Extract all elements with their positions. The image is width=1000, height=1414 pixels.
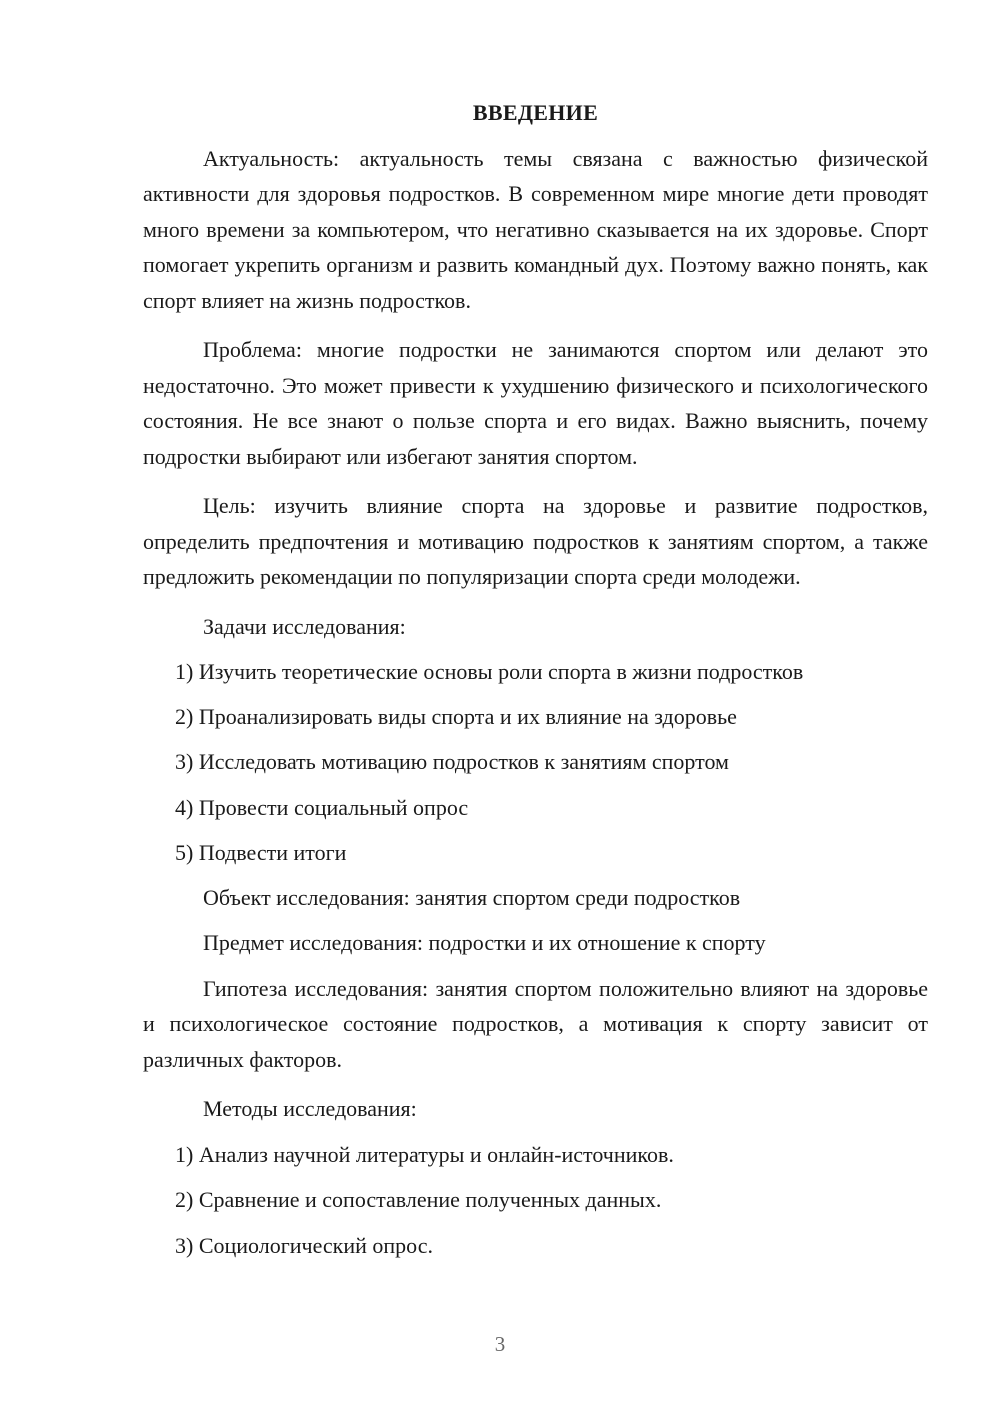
page-number: 3	[494, 1332, 506, 1356]
tasks-heading: Задачи исследования:	[203, 613, 406, 639]
list-item-method-2: 2) Сравнение и сопоставление полученных данных.	[175, 1187, 662, 1213]
list-item-task-4: 4) Провести социальный опрос	[175, 794, 469, 820]
document-page	[143, 95, 928, 1273]
hypothesis-paragraph: Гипотеза исследования: занятия спортом положительно влияют на здоровье и психологическое состояние подростков, а мотивация к спорту зависит от различных факторов.	[143, 975, 928, 1072]
problem-paragraph: Проблема: многие подростки не занимаются спортом или делают это недостаточно. Это может привести к ухудшению физического и психологического состояния. Не все знают о пользе спорта и его видах. Важно выяснить, почему подростки выбирают или избегают занятия спортом.	[143, 337, 928, 469]
tasks-list	[143, 654, 928, 870]
list-item-task-2: 2) Проанализировать виды спорта и их влияние на здоровье	[175, 704, 737, 730]
methods-heading: Методы исследования:	[203, 1096, 417, 1122]
section-title: ВВЕДЕНИЕ	[472, 100, 599, 125]
list-item-method-1: 1) Анализ научной литературы и онлайн-источников.	[175, 1141, 674, 1167]
list-item-method-3: 3) Социологический опрос.	[175, 1232, 433, 1258]
list-item-task-3: 3) Исследовать мотивацию подростков к занятиям спортом	[175, 749, 729, 775]
list-item-task-1: 1) Изучить теоретические основы роли спорта в жизни подростков	[175, 659, 804, 684]
subject-paragraph: Предмет исследования: подростки и их отношение к спорту	[203, 930, 766, 956]
list-item-task-5: 5) Подвести итоги	[175, 839, 347, 865]
relevance-paragraph: Актуальность: актуальность темы связана с важностью физической активности для здоровья подростков. В современном мире многие дети проводят много времени за компьютером, что негативно сказывается на их здоровье. Спорт помогает укрепить организм и развить командный дух. Поэтому важно понять, как спорт влияет на жизнь подростков.	[143, 145, 928, 313]
methods-list	[143, 1137, 928, 1264]
object-paragraph: Объект исследования: занятия спортом среди подростков	[203, 884, 741, 910]
goal-paragraph: Цель: изучить влияние спорта на здоровье и развитие подростков, определить предпочтения и мотивацию подростков к занятиям спортом, а также предложить рекомендации по популяризации спорта среди молодежи.	[143, 493, 928, 589]
